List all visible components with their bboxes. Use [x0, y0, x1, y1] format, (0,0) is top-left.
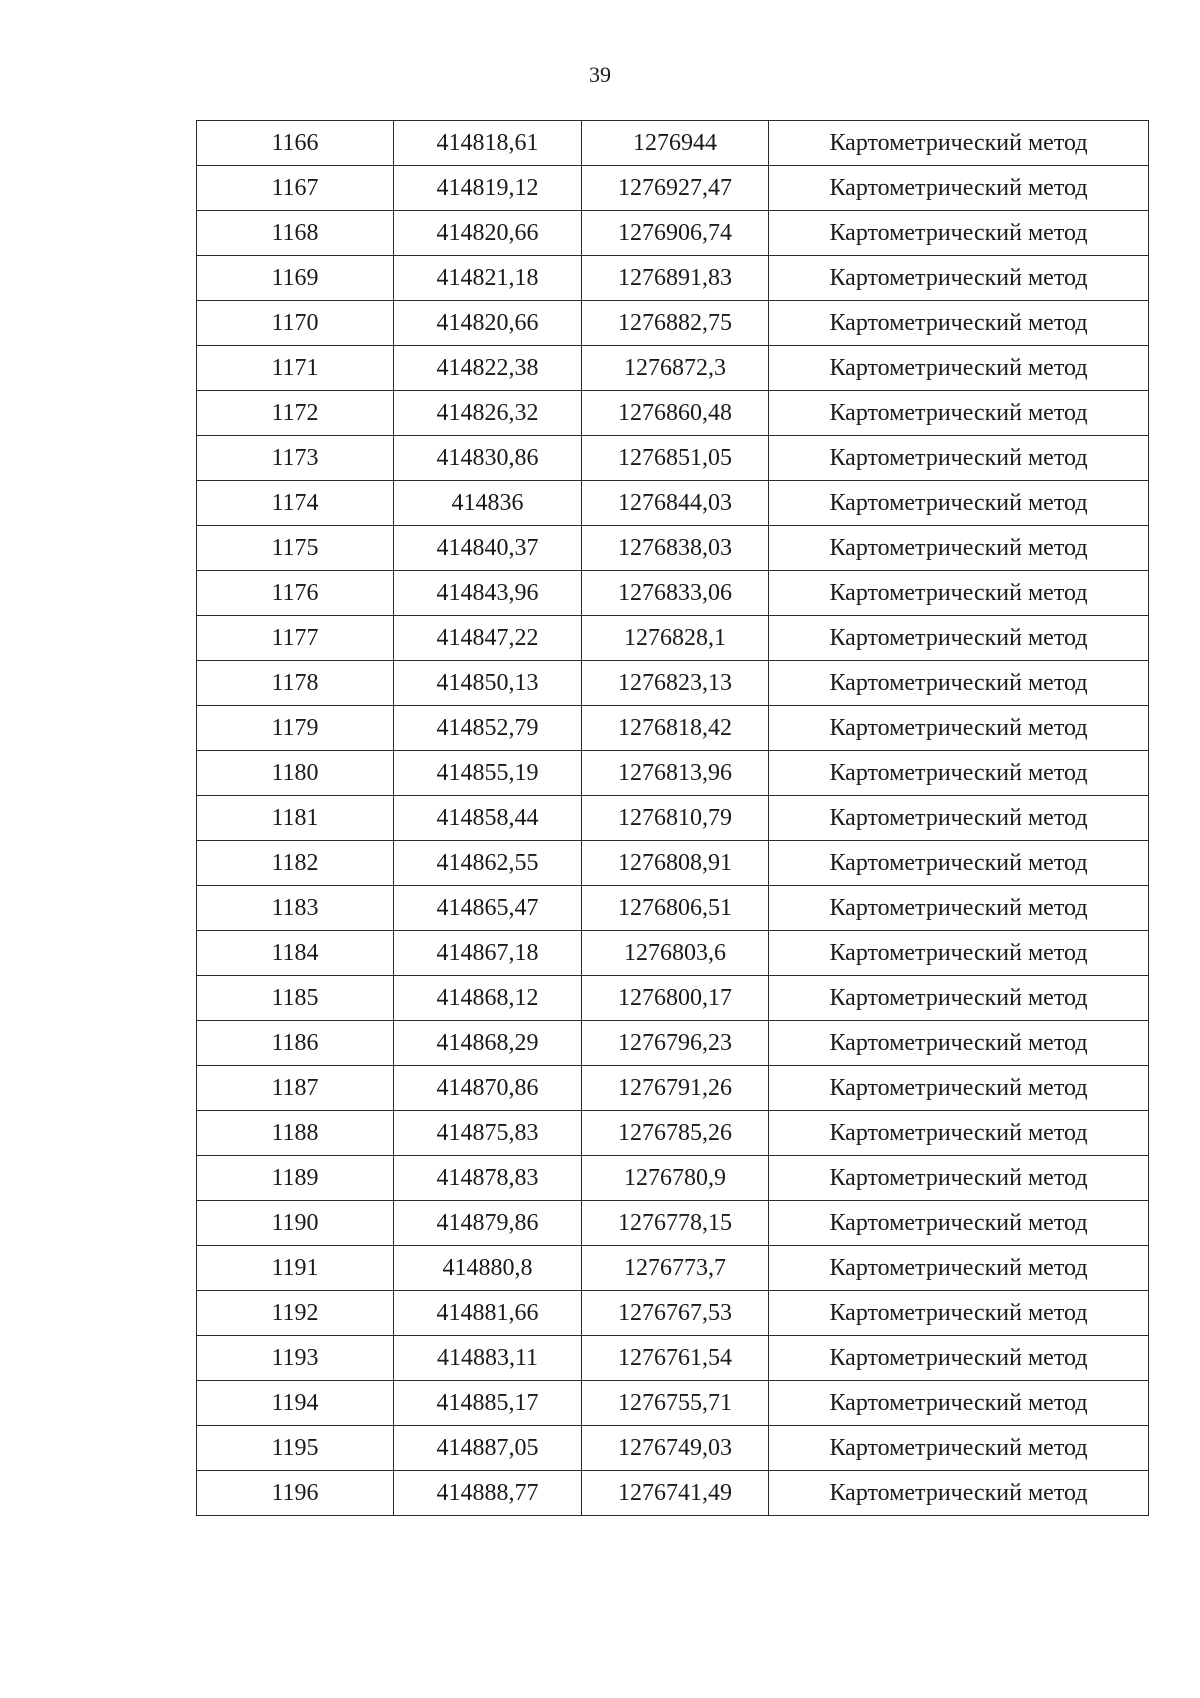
x-coordinate-cell: 414826,32 — [394, 391, 582, 436]
x-coordinate-cell: 414865,47 — [394, 886, 582, 931]
y-coordinate-cell: 1276791,26 — [582, 1066, 769, 1111]
table-row — [197, 301, 1149, 346]
table-row — [197, 1066, 1149, 1111]
point-number-cell: 1171 — [197, 346, 394, 391]
table-row — [197, 436, 1149, 481]
y-coordinate-cell: 1276872,3 — [582, 346, 769, 391]
y-coordinate-cell: 1276860,48 — [582, 391, 769, 436]
table-row — [197, 1156, 1149, 1201]
method-cell: Картометрический метод — [769, 346, 1149, 391]
table-row — [197, 796, 1149, 841]
method-cell: Картометрический метод — [769, 1246, 1149, 1291]
method-cell: Картометрический метод — [769, 256, 1149, 301]
point-number-cell: 1192 — [197, 1291, 394, 1336]
method-cell: Картометрический метод — [769, 796, 1149, 841]
table-row — [197, 211, 1149, 256]
method-cell: Картометрический метод — [769, 661, 1149, 706]
point-number-cell: 1195 — [197, 1426, 394, 1471]
x-coordinate-cell: 414847,22 — [394, 616, 582, 661]
method-cell: Картометрический метод — [769, 751, 1149, 796]
y-coordinate-cell: 1276944 — [582, 121, 769, 166]
point-number-cell: 1176 — [197, 571, 394, 616]
x-coordinate-cell: 414852,79 — [394, 706, 582, 751]
page-number: 39 — [589, 62, 611, 87]
point-number-cell: 1173 — [197, 436, 394, 481]
x-coordinate-cell: 414843,96 — [394, 571, 582, 616]
y-coordinate-cell: 1276796,23 — [582, 1021, 769, 1066]
method-cell: Картометрический метод — [769, 931, 1149, 976]
point-number-cell: 1188 — [197, 1111, 394, 1156]
table-row — [197, 166, 1149, 211]
point-number-cell: 1187 — [197, 1066, 394, 1111]
table-row — [197, 751, 1149, 796]
method-cell: Картометрический метод — [769, 706, 1149, 751]
x-coordinate-cell: 414870,86 — [394, 1066, 582, 1111]
coordinates-table — [196, 120, 1149, 1516]
y-coordinate-cell: 1276761,54 — [582, 1336, 769, 1381]
x-coordinate-cell: 414862,55 — [394, 841, 582, 886]
y-coordinate-cell: 1276810,79 — [582, 796, 769, 841]
table-row — [197, 481, 1149, 526]
point-number-cell: 1166 — [197, 121, 394, 166]
table-row — [197, 886, 1149, 931]
y-coordinate-cell: 1276773,7 — [582, 1246, 769, 1291]
coordinates-table-body — [197, 121, 1149, 1516]
point-number-cell: 1167 — [197, 166, 394, 211]
point-number-cell: 1196 — [197, 1471, 394, 1516]
point-number-cell: 1169 — [197, 256, 394, 301]
table-row — [197, 346, 1149, 391]
y-coordinate-cell: 1276838,03 — [582, 526, 769, 571]
y-coordinate-cell: 1276800,17 — [582, 976, 769, 1021]
x-coordinate-cell: 414878,83 — [394, 1156, 582, 1201]
x-coordinate-cell: 414836 — [394, 481, 582, 526]
x-coordinate-cell: 414850,13 — [394, 661, 582, 706]
point-number-cell: 1172 — [197, 391, 394, 436]
x-coordinate-cell: 414830,86 — [394, 436, 582, 481]
table-row — [197, 1291, 1149, 1336]
method-cell: Картометрический метод — [769, 526, 1149, 571]
y-coordinate-cell: 1276906,74 — [582, 211, 769, 256]
y-coordinate-cell: 1276818,42 — [582, 706, 769, 751]
point-number-cell: 1177 — [197, 616, 394, 661]
x-coordinate-cell: 414855,19 — [394, 751, 582, 796]
x-coordinate-cell: 414820,66 — [394, 301, 582, 346]
x-coordinate-cell: 414820,66 — [394, 211, 582, 256]
y-coordinate-cell: 1276927,47 — [582, 166, 769, 211]
x-coordinate-cell: 414883,11 — [394, 1336, 582, 1381]
method-cell: Картометрический метод — [769, 1021, 1149, 1066]
table-row — [197, 931, 1149, 976]
y-coordinate-cell: 1276749,03 — [582, 1426, 769, 1471]
x-coordinate-cell: 414881,66 — [394, 1291, 582, 1336]
x-coordinate-cell: 414880,8 — [394, 1246, 582, 1291]
y-coordinate-cell: 1276844,03 — [582, 481, 769, 526]
y-coordinate-cell: 1276778,15 — [582, 1201, 769, 1246]
x-coordinate-cell: 414819,12 — [394, 166, 582, 211]
table-row — [197, 571, 1149, 616]
point-number-cell: 1194 — [197, 1381, 394, 1426]
y-coordinate-cell: 1276780,9 — [582, 1156, 769, 1201]
x-coordinate-cell: 414888,77 — [394, 1471, 582, 1516]
point-number-cell: 1193 — [197, 1336, 394, 1381]
point-number-cell: 1179 — [197, 706, 394, 751]
x-coordinate-cell: 414858,44 — [394, 796, 582, 841]
method-cell: Картометрический метод — [769, 166, 1149, 211]
x-coordinate-cell: 414879,86 — [394, 1201, 582, 1246]
point-number-cell: 1190 — [197, 1201, 394, 1246]
y-coordinate-cell: 1276891,83 — [582, 256, 769, 301]
method-cell: Картометрический метод — [769, 1066, 1149, 1111]
point-number-cell: 1170 — [197, 301, 394, 346]
table-row — [197, 1336, 1149, 1381]
table-row — [197, 1426, 1149, 1471]
table-row — [197, 1381, 1149, 1426]
table-row — [197, 1021, 1149, 1066]
x-coordinate-cell: 414822,38 — [394, 346, 582, 391]
x-coordinate-cell: 414885,17 — [394, 1381, 582, 1426]
method-cell: Картометрический метод — [769, 391, 1149, 436]
y-coordinate-cell: 1276882,75 — [582, 301, 769, 346]
point-number-cell: 1182 — [197, 841, 394, 886]
table-row — [197, 616, 1149, 661]
method-cell: Картометрический метод — [769, 436, 1149, 481]
y-coordinate-cell: 1276741,49 — [582, 1471, 769, 1516]
y-coordinate-cell: 1276833,06 — [582, 571, 769, 616]
table-row — [197, 841, 1149, 886]
y-coordinate-cell: 1276806,51 — [582, 886, 769, 931]
y-coordinate-cell: 1276813,96 — [582, 751, 769, 796]
x-coordinate-cell: 414840,37 — [394, 526, 582, 571]
table-row — [197, 1111, 1149, 1156]
method-cell: Картометрический метод — [769, 616, 1149, 661]
x-coordinate-cell: 414818,61 — [394, 121, 582, 166]
y-coordinate-cell: 1276755,71 — [582, 1381, 769, 1426]
x-coordinate-cell: 414887,05 — [394, 1426, 582, 1471]
y-coordinate-cell: 1276808,91 — [582, 841, 769, 886]
method-cell: Картометрический метод — [769, 211, 1149, 256]
table-row — [197, 391, 1149, 436]
y-coordinate-cell: 1276851,05 — [582, 436, 769, 481]
method-cell: Картометрический метод — [769, 571, 1149, 616]
point-number-cell: 1183 — [197, 886, 394, 931]
table-row — [197, 706, 1149, 751]
point-number-cell: 1181 — [197, 796, 394, 841]
table-row — [197, 526, 1149, 571]
table-row — [197, 661, 1149, 706]
point-number-cell: 1185 — [197, 976, 394, 1021]
point-number-cell: 1180 — [197, 751, 394, 796]
table-row — [197, 256, 1149, 301]
x-coordinate-cell: 414821,18 — [394, 256, 582, 301]
method-cell: Картометрический метод — [769, 1291, 1149, 1336]
method-cell: Картометрический метод — [769, 121, 1149, 166]
method-cell: Картометрический метод — [769, 1336, 1149, 1381]
table-row — [197, 976, 1149, 1021]
method-cell: Картометрический метод — [769, 1156, 1149, 1201]
point-number-cell: 1189 — [197, 1156, 394, 1201]
point-number-cell: 1178 — [197, 661, 394, 706]
table-row — [197, 1246, 1149, 1291]
y-coordinate-cell: 1276828,1 — [582, 616, 769, 661]
x-coordinate-cell: 414868,12 — [394, 976, 582, 1021]
y-coordinate-cell: 1276803,6 — [582, 931, 769, 976]
point-number-cell: 1186 — [197, 1021, 394, 1066]
table-row — [197, 1471, 1149, 1516]
method-cell: Картометрический метод — [769, 1426, 1149, 1471]
method-cell: Картометрический метод — [769, 1381, 1149, 1426]
x-coordinate-cell: 414868,29 — [394, 1021, 582, 1066]
method-cell: Картометрический метод — [769, 1471, 1149, 1516]
method-cell: Картометрический метод — [769, 1201, 1149, 1246]
y-coordinate-cell: 1276823,13 — [582, 661, 769, 706]
point-number-cell: 1184 — [197, 931, 394, 976]
point-number-cell: 1191 — [197, 1246, 394, 1291]
x-coordinate-cell: 414867,18 — [394, 931, 582, 976]
table-row — [197, 1201, 1149, 1246]
point-number-cell: 1174 — [197, 481, 394, 526]
x-coordinate-cell: 414875,83 — [394, 1111, 582, 1156]
method-cell: Картометрический метод — [769, 481, 1149, 526]
y-coordinate-cell: 1276767,53 — [582, 1291, 769, 1336]
point-number-cell: 1168 — [197, 211, 394, 256]
y-coordinate-cell: 1276785,26 — [582, 1111, 769, 1156]
method-cell: Картометрический метод — [769, 1111, 1149, 1156]
method-cell: Картометрический метод — [769, 301, 1149, 346]
table-row — [197, 121, 1149, 166]
point-number-cell: 1175 — [197, 526, 394, 571]
method-cell: Картометрический метод — [769, 841, 1149, 886]
method-cell: Картометрический метод — [769, 886, 1149, 931]
method-cell: Картометрический метод — [769, 976, 1149, 1021]
